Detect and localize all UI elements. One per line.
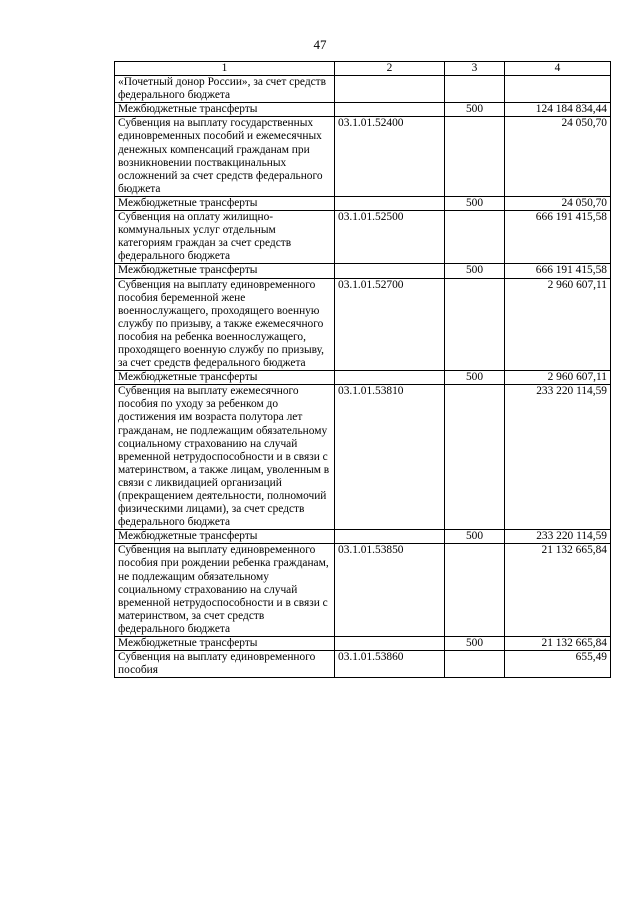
table-row: [115, 637, 611, 651]
cell-name: «Почетный донор России», за счет средств федерального бюджета: [115, 76, 335, 103]
cell-group: 500: [445, 196, 505, 210]
cell-name: Межбюджетные трансферты: [115, 103, 335, 117]
cell-amount: 655,49: [505, 651, 611, 678]
cell-name: Субвенция на оплату жилищно-коммунальных услуг отдельным категориям граждан за счет средств федерального бюджета: [115, 211, 335, 264]
table-row: [115, 530, 611, 544]
cell-name: Межбюджетные трансферты: [115, 530, 335, 544]
cell-code: 03.1.01.52500: [335, 211, 445, 264]
column-header: 3: [445, 62, 505, 76]
table-row: [115, 371, 611, 385]
table-row: [115, 385, 611, 530]
cell-amount: 24 050,70: [505, 196, 611, 210]
cell-code: [335, 530, 445, 544]
column-header: 1: [115, 62, 335, 76]
column-header: 4: [505, 62, 611, 76]
cell-amount: 2 960 607,11: [505, 278, 611, 371]
cell-name: Межбюджетные трансферты: [115, 371, 335, 385]
table-row: [115, 196, 611, 210]
table-row: [115, 651, 611, 678]
cell-group: [445, 385, 505, 530]
cell-name: Межбюджетные трансферты: [115, 637, 335, 651]
table-row: [115, 211, 611, 264]
cell-amount: 666 191 415,58: [505, 211, 611, 264]
page-number: 47: [313, 37, 327, 52]
cell-name: Субвенция на выплату государственных единовременных пособий и ежемесячных денежных компенсаций гражданам при возникновении поствакцинальных осложнений за счет средств федерального бюджета: [115, 117, 335, 197]
cell-group: 500: [445, 530, 505, 544]
cell-group: [445, 211, 505, 264]
cell-group: [445, 651, 505, 678]
cell-code: 03.1.01.53810: [335, 385, 445, 530]
cell-group: [445, 544, 505, 637]
cell-amount: 233 220 114,59: [505, 385, 611, 530]
table-row: [115, 544, 611, 637]
cell-code: [335, 264, 445, 278]
cell-code: 03.1.01.52400: [335, 117, 445, 197]
cell-name: Субвенция на выплату единовременного пособия при рождении ребенка гражданам, не подлежащим обязательному социальному страхованию на случай временной нетрудоспособности и в связи с материнством, за счет средств федерального бюджета: [115, 544, 335, 637]
cell-amount: 124 184 834,44: [505, 103, 611, 117]
cell-name: Субвенция на выплату ежемесячного пособия по уходу за ребенком до достижения им возраста полутора лет гражданам, не подлежащим обязательному социальному страхованию на случай временной нетрудоспособности и в связи с материнством, а также лицам, уволенным в связи с ликвидацией организаций (прекращением деятельности, полномочий физическими лицами), за счет средств федерального бюджета: [115, 385, 335, 530]
table-row: [115, 117, 611, 197]
column-header: 2: [335, 62, 445, 76]
cell-group: 500: [445, 637, 505, 651]
cell-group: 500: [445, 103, 505, 117]
table-row: [115, 278, 611, 371]
cell-amount: 2 960 607,11: [505, 371, 611, 385]
cell-amount: [505, 76, 611, 103]
table-header-row: [115, 62, 611, 76]
cell-group: [445, 76, 505, 103]
cell-name: Межбюджетные трансферты: [115, 264, 335, 278]
cell-code: 03.1.01.53850: [335, 544, 445, 637]
cell-code: [335, 196, 445, 210]
cell-code: [335, 76, 445, 103]
cell-amount: 21 132 665,84: [505, 544, 611, 637]
cell-amount: 24 050,70: [505, 117, 611, 197]
table-row: [115, 103, 611, 117]
budget-table: [114, 61, 611, 678]
cell-group: 500: [445, 371, 505, 385]
cell-group: [445, 117, 505, 197]
budget-table-body: [115, 62, 611, 678]
cell-name: Субвенция на выплату единовременного пособия: [115, 651, 335, 678]
cell-group: [445, 278, 505, 371]
cell-amount: 666 191 415,58: [505, 264, 611, 278]
cell-code: 03.1.01.52700: [335, 278, 445, 371]
cell-amount: 233 220 114,59: [505, 530, 611, 544]
cell-code: [335, 637, 445, 651]
cell-group: 500: [445, 264, 505, 278]
cell-code: 03.1.01.53860: [335, 651, 445, 678]
cell-code: [335, 103, 445, 117]
cell-amount: 21 132 665,84: [505, 637, 611, 651]
table-row: [115, 264, 611, 278]
cell-name: Субвенция на выплату единовременного пособия беременной жене военнослужащего, проходящего военную службу по призыву, а также ежемесячного пособия на ребенка военнослужащего, проходящего военную службу по призыву, за счет средств федерального бюджета: [115, 278, 335, 371]
table-row: [115, 76, 611, 103]
cell-code: [335, 371, 445, 385]
cell-name: Межбюджетные трансферты: [115, 196, 335, 210]
